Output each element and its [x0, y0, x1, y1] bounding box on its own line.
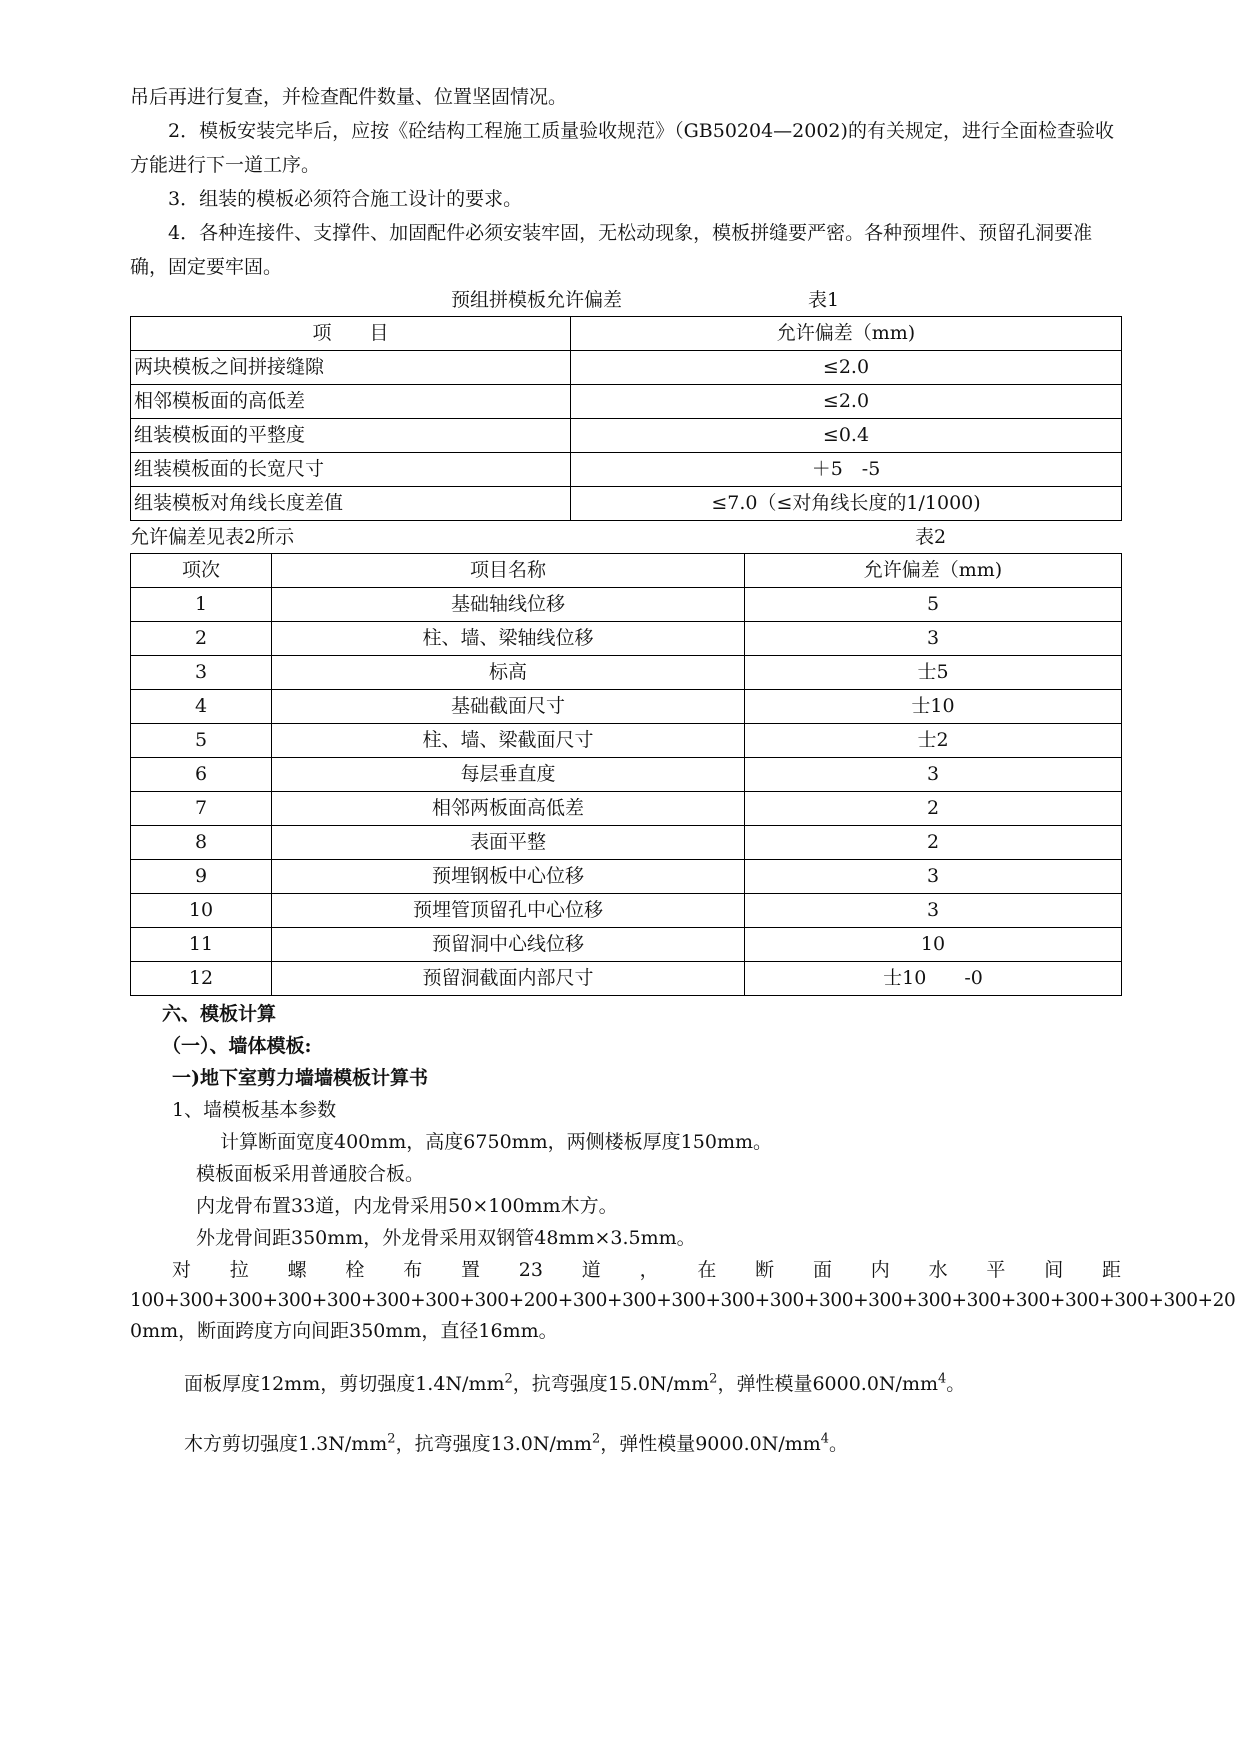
table-row	[131, 826, 1122, 860]
table1-caption-row	[130, 284, 1121, 316]
table2-cell-tolerance: 3	[745, 860, 1122, 894]
table1-cell-tolerance: ≤2.0	[571, 351, 1122, 385]
table1-cell-tolerance: ≤2.0	[571, 385, 1122, 419]
panel-bending-text: ，抗弯强度15.0N/mm	[512, 1373, 710, 1395]
exponent: 2	[591, 1431, 601, 1447]
table2-cell-tolerance: 3	[745, 758, 1122, 792]
table2-cell-index: 8	[131, 826, 272, 860]
table-row	[131, 690, 1122, 724]
table2-cell-tolerance: 3	[745, 622, 1122, 656]
table2-cell-index: 12	[131, 962, 272, 996]
panel-strength-text: 面板厚度12mm，剪切强度1.4N/mm	[184, 1373, 505, 1395]
table2-cell-tolerance: 3	[745, 894, 1122, 928]
exponent: 4	[820, 1431, 830, 1447]
table2	[130, 553, 1122, 996]
table2-cell-name: 基础轴线位移	[272, 588, 745, 622]
table1-header-row	[131, 317, 1122, 351]
table-row	[131, 487, 1122, 521]
calc-sheet-heading: 一)地下室剪力墙墙模板计算书	[172, 1067, 428, 1089]
table2-cell-name: 柱、墙、梁轴线位移	[272, 622, 745, 656]
param-outer-keel: 外龙骨间距350mm，外龙骨采用双钢管48mm×3.5mm。	[196, 1227, 696, 1249]
subsection-heading: （一）、墙体模板:	[162, 1035, 312, 1057]
paragraph-item-4: 4．各种连接件、支撑件、加固配件必须安装牢固，无松动现象，模板拼缝要严密。各种预埋件、预留孔洞要准确，固定要牢固。	[130, 222, 1093, 278]
timber-strength-text: 木方剪切强度1.3N/mm	[184, 1433, 388, 1455]
table-row	[131, 894, 1122, 928]
table-row	[131, 351, 1122, 385]
table2-cell-tolerance: 士2	[745, 724, 1122, 758]
exponent: 2	[504, 1371, 513, 1387]
table2-cell-tolerance: 2	[745, 792, 1122, 826]
table-row	[131, 962, 1122, 996]
table2-header-tolerance: 允许偏差（mm)	[745, 554, 1122, 588]
table2-cell-tolerance: 10	[745, 928, 1122, 962]
table1-label: 表1	[808, 289, 840, 311]
paragraph-item-2: 2．模板安装完毕后，应按《砼结构工程施工质量验收规范》（GB50204—2002)的有关规定，进行全面检查验收方能进行下一道工序。	[130, 120, 1114, 176]
section-heading: 六、模板计算	[162, 1003, 277, 1025]
param-inner-keel: 内龙骨布置33道，内龙骨采用50×100mm木方。	[196, 1195, 618, 1217]
panel-modulus-text: ，弹性模量6000.0N/mm	[717, 1373, 938, 1395]
table2-label: 表2	[915, 526, 947, 548]
table1-caption: 预组拼模板允许偏差	[451, 289, 623, 311]
table2-cell-name: 相邻两板面高低差	[272, 792, 745, 826]
table2-cell-name: 柱、墙、梁截面尺寸	[272, 724, 745, 758]
table2-cell-tolerance: 士5	[745, 656, 1122, 690]
param-timber-strength	[130, 1426, 1121, 1462]
table2-cell-index: 7	[131, 792, 272, 826]
table-row	[131, 419, 1122, 453]
table-row	[131, 928, 1122, 962]
table2-cell-name: 标高	[272, 656, 745, 690]
table1-cell-item: 相邻模板面的高低差	[131, 385, 571, 419]
table1-header-item: 项 目	[131, 317, 571, 351]
table-row	[131, 385, 1122, 419]
table2-header-index: 项次	[131, 554, 272, 588]
period: 。	[829, 1433, 849, 1455]
period: 。	[946, 1373, 966, 1395]
table1-header-tolerance: 允许偏差（mm)	[571, 317, 1122, 351]
table-row	[131, 622, 1122, 656]
param-tie-bolts-tail: 0mm，断面跨度方向间距350mm，直径16mm。	[130, 1320, 558, 1342]
table2-cell-name: 表面平整	[272, 826, 745, 860]
table2-cell-index: 4	[131, 690, 272, 724]
document-page	[130, 80, 1236, 1462]
table-row	[131, 656, 1122, 690]
table2-cell-index: 3	[131, 656, 272, 690]
table2-cell-index: 10	[131, 894, 272, 928]
table1-cell-tolerance: ≤0.4	[571, 419, 1122, 453]
table1-cell-item: 组装模板面的长宽尺寸	[131, 453, 571, 487]
table-row	[131, 724, 1122, 758]
subheading-basic-params: 1、墙模板基本参数	[172, 1099, 337, 1121]
table1-cell-item: 组装模板对角线长度差值	[131, 487, 571, 521]
table2-caption-row	[130, 521, 1121, 553]
paragraph-continuation: 吊后再进行复查，并检查配件数量、位置坚固情况。	[130, 86, 568, 108]
table1-cell-item: 两块模板之间拼接缝隙	[131, 351, 571, 385]
table1	[130, 316, 1122, 521]
table2-cell-tolerance: 士10	[745, 690, 1122, 724]
table2-header-name: 项目名称	[272, 554, 745, 588]
table2-cell-name: 预留洞中心线位移	[272, 928, 745, 962]
param-tie-bolts-spacing: 100+300+300+300+300+300+300+300+200+300+300+300+300+300+300+300+300+300+300+300+300+300+20	[130, 1290, 1236, 1311]
exponent: 2	[709, 1371, 718, 1387]
table-row	[131, 453, 1122, 487]
exponent: 4	[937, 1371, 947, 1387]
table1-cell-tolerance: ≤7.0（≤对角线长度的1/1000)	[571, 487, 1122, 521]
param-section-size: 计算断面宽度400mm，高度6750mm，两侧楼板厚度150mm。	[220, 1131, 772, 1153]
param-panel-strength	[130, 1366, 1121, 1402]
table2-cell-name: 预埋钢板中心位移	[272, 860, 745, 894]
table-row	[131, 860, 1122, 894]
table1-cell-tolerance: ＋5 -5	[571, 453, 1122, 487]
paragraph-item-3: 3．组装的模板必须符合施工设计的要求。	[168, 188, 523, 210]
table2-cell-name: 预留洞截面内部尺寸	[272, 962, 745, 996]
table2-cell-index: 9	[131, 860, 272, 894]
table2-cell-index: 11	[131, 928, 272, 962]
table2-cell-name: 预埋管顶留孔中心位移	[272, 894, 745, 928]
table2-caption: 允许偏差见表2所示	[130, 526, 295, 548]
table2-cell-index: 1	[131, 588, 272, 622]
table1-cell-item: 组装模板面的平整度	[131, 419, 571, 453]
table-row	[131, 758, 1122, 792]
table2-cell-index: 6	[131, 758, 272, 792]
table2-cell-tolerance: 5	[745, 588, 1122, 622]
table2-cell-tolerance: 士10 -0	[745, 962, 1122, 996]
param-tie-bolts: 对拉螺栓布置23道，在断面内水平间距	[172, 1259, 1121, 1281]
timber-modulus-text: ，弹性模量9000.0N/mm	[600, 1433, 821, 1455]
exponent: 2	[387, 1431, 396, 1447]
param-panel-material: 模板面板采用普通胶合板。	[196, 1163, 425, 1185]
table2-cell-tolerance: 2	[745, 826, 1122, 860]
table-row	[131, 588, 1122, 622]
table-row	[131, 792, 1122, 826]
table2-header-row	[131, 554, 1122, 588]
timber-bending-text: ，抗弯强度13.0N/mm	[395, 1433, 592, 1455]
table2-cell-index: 5	[131, 724, 272, 758]
table2-cell-name: 基础截面尺寸	[272, 690, 745, 724]
table2-cell-name: 每层垂直度	[272, 758, 745, 792]
table2-cell-index: 2	[131, 622, 272, 656]
